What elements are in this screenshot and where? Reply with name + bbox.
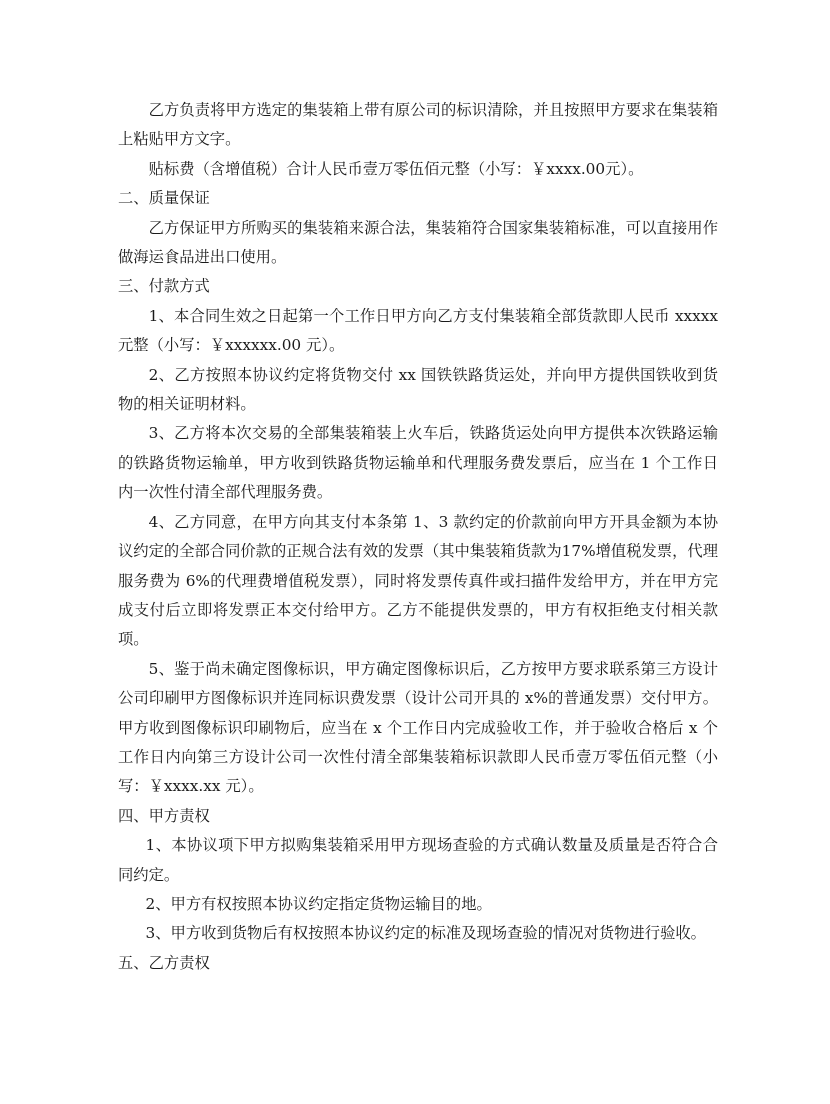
paragraph-payment-2: 2、乙方按照本协议约定将货物交付 xx 国铁铁路货运处，并向甲方提供国铁收到货物的相关证明材料。 <box>118 365 718 414</box>
paragraph-party-a-3: 3、甲方收到货物后有权按照本协议约定的标准及现场查验的情况对货物进行验收。 <box>145 924 706 943</box>
section-heading-party-a-rights: 四、甲方责权 <box>118 806 210 825</box>
section-heading-payment: 三、付款方式 <box>118 277 210 296</box>
paragraph-payment-3: 3、乙方将本次交易的全部集装箱装上火车后，铁路货运处向甲方提供本次铁路运输的铁路货物运输单，甲方收到铁路货物运输单和代理服务费发票后，应当在 1 个工作日内一次性付清全部代理服务费。 <box>118 424 718 502</box>
paragraph-party-a-2: 2、甲方有权按照本协议约定指定货物运输目的地。 <box>145 894 492 913</box>
document-body <box>118 96 718 978</box>
section-heading-party-b-rights: 五、乙方责权 <box>118 953 210 972</box>
section-heading-quality: 二、质量保证 <box>118 189 210 208</box>
paragraph-payment-1: 1、本合同生效之日起第一个工作日甲方向乙方支付集装箱全部货款即人民币 xxxxx 元整（小写：￥xxxxxx.00 元）。 <box>118 306 718 355</box>
paragraph-payment-4: 4、乙方同意，在甲方向其支付本条第 1、3 款约定的价款前向甲方开具金额为本协议约定的全部合同价款的正规合法有效的发票（其中集装箱货款为17%增值税发票，代理服务费为 6%的代理费增值税发票），同时将发票传真件或扫描件发给甲方，并在甲方完成支付后立即将发票正本交付给甲方。乙方不能提供发票的，甲方有权拒绝支付相关款项。 <box>118 512 718 649</box>
paragraph-label-fee: 贴标费（含增值税）合计人民币壹万零伍佰元整（小写：￥xxxx.00元）。 <box>148 159 644 178</box>
paragraph-party-a-1: 1、本协议项下甲方拟购集装箱采用甲方现场查验的方式确认数量及质量是否符合合同约定。 <box>118 836 718 884</box>
paragraph-label-removal: 乙方负责将甲方选定的集装箱上带有原公司的标识清除，并且按照甲方要求在集装箱上粘贴甲方文字。 <box>118 101 718 149</box>
paragraph-quality-guarantee: 乙方保证甲方所购买的集装箱来源合法，集装箱符合国家集装箱标准，可以直接用作做海运食品进出口使用。 <box>118 218 718 267</box>
paragraph-payment-5: 5、鉴于尚未确定图像标识，甲方确定图像标识后，乙方按甲方要求联系第三方设计公司印刷甲方图像标识并连同标识费发票（设计公司开具的 x%的普通发票）交付甲方。甲方收到图像标识印刷物后，应当在 x 个工作日内完成验收工作，并于验收合格后 x 个工作日内向第三方设计公司一次性付清全部集装箱标识款即人民币壹万零伍佰元整（小写：￥xxxx.xx 元）。 <box>118 659 718 796</box>
